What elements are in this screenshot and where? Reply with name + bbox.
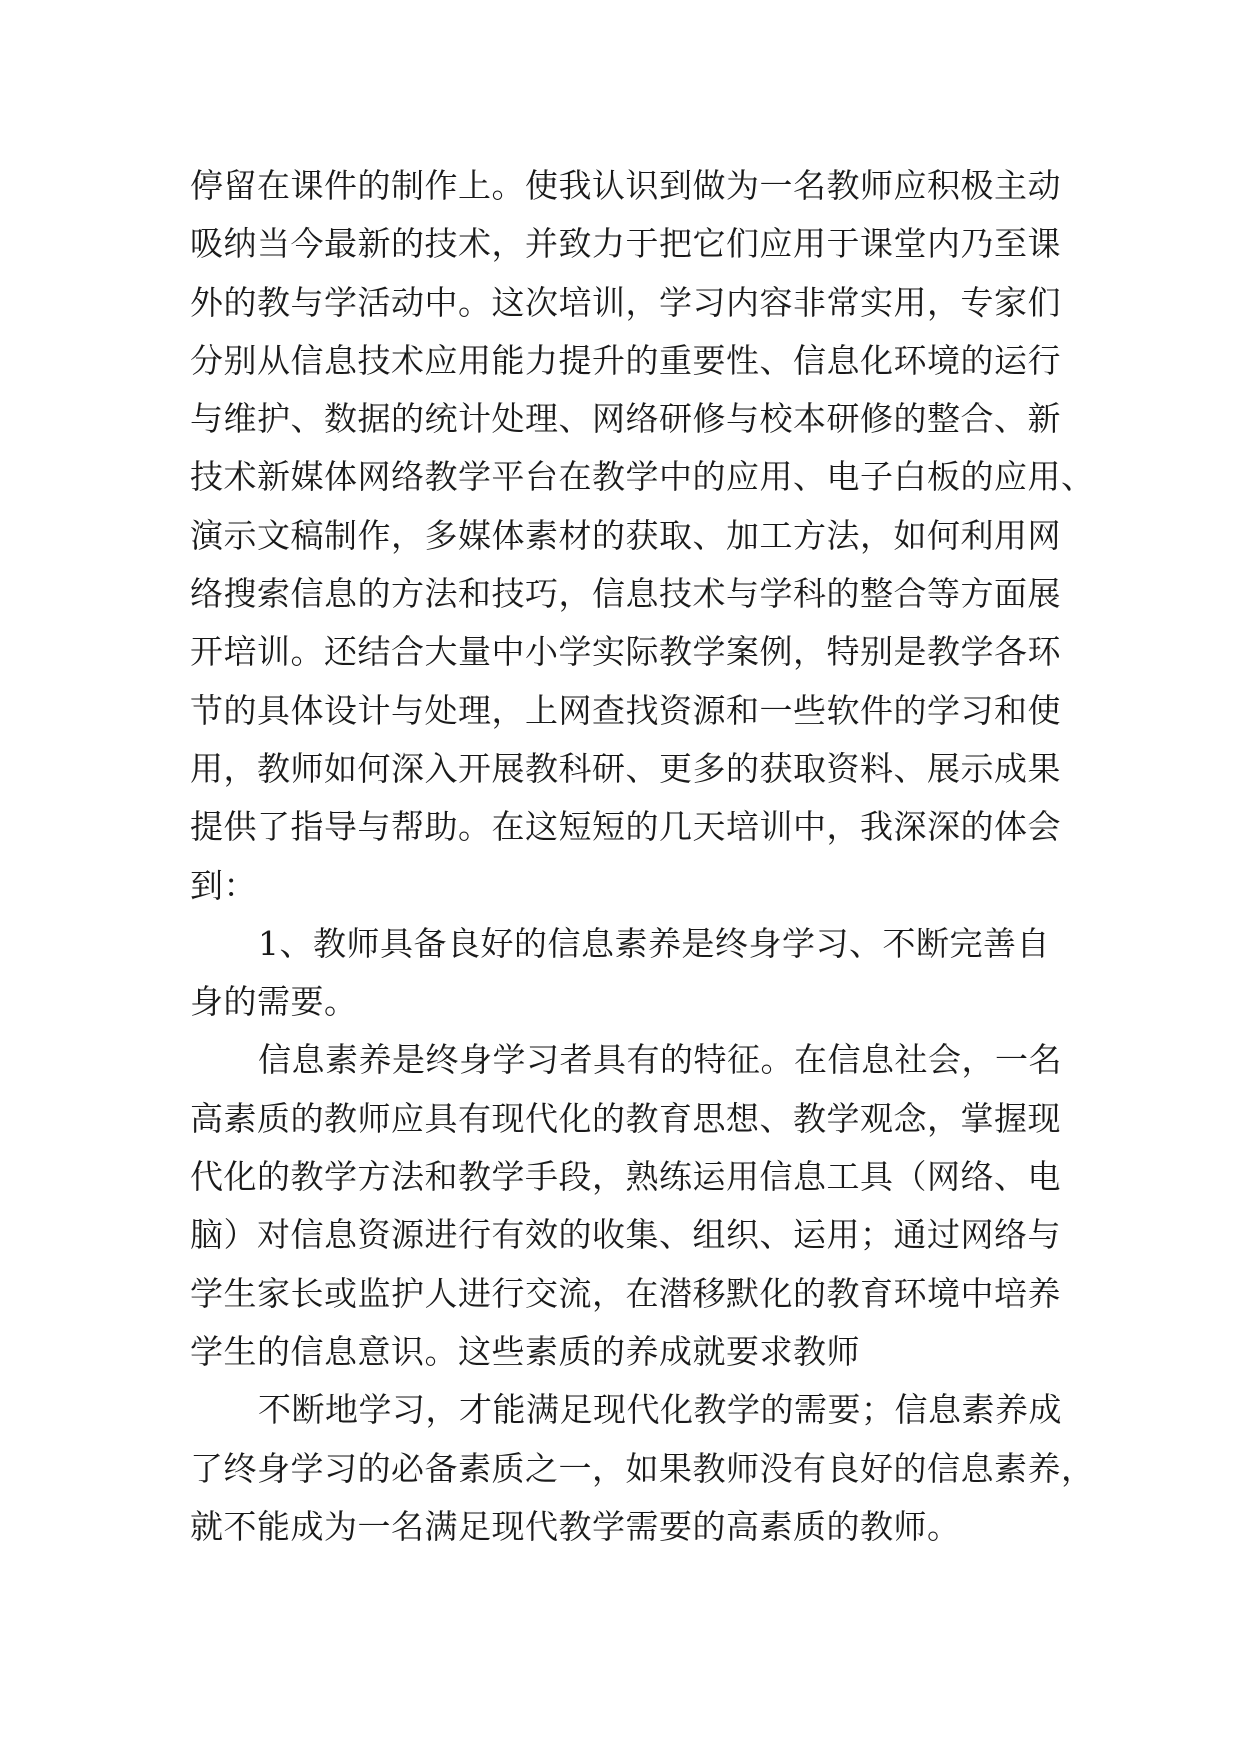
text-line: 提供了指导与帮助。在这短短的几天培训中，我深深的体会 [190, 807, 1061, 847]
text-line: 到： [190, 865, 257, 905]
text-line: 络搜索信息的方法和技巧，信息技术与学科的整合等方面展 [190, 574, 1061, 614]
text-line: 停留在课件的制作上。使我认识到做为一名教师应积极主动 [190, 166, 1061, 205]
text-line: 不断地学习，才能满足现代化教学的需要；信息素养成 [258, 1390, 1062, 1430]
text-line: 技术新媒体网络教学平台在教学中的应用、电子白板的应用、 [190, 457, 1095, 497]
text-line: 外的教与学活动中。这次培训，学习内容非常实用，专家们 [190, 282, 1061, 322]
text-line: 与维护、数据的统计处理、网络研修与校本研修的整合、新 [190, 399, 1061, 439]
text-line: 脑）对信息资源进行有效的收集、组织、运用；通过网络与 [190, 1215, 1061, 1255]
text-line: 吸纳当今最新的技术，并致力于把它们应用于课堂内乃至课 [190, 224, 1061, 264]
text-line: 节的具体设计与处理，上网查找资源和一些软件的学习和使 [190, 690, 1061, 730]
text-line: 分别从信息技术应用能力提升的重要性、信息化环境的运行 [190, 340, 1061, 380]
text-line: 就不能成为一名满足现代教学需要的高素质的教师。 [190, 1506, 961, 1546]
text-line: 学生的信息意识。这些素质的养成就要求教师 [190, 1331, 860, 1371]
text-line: 开培训。还结合大量中小学实际教学案例，特别是教学各环 [190, 632, 1061, 672]
text-line: 信息素养是终身学习者具有的特征。在信息社会，一名 [258, 1040, 1062, 1080]
text-line: 代化的教学方法和教学手段，熟练运用信息工具（网络、电 [190, 1157, 1061, 1197]
text-line: 了终身学习的必备素质之一，如果教师没有良好的信息素养， [190, 1448, 1095, 1488]
text-line: 身的需要。 [190, 982, 358, 1022]
text-line: 高素质的教师应具有现代化的教育思想、教学观念，掌握现 [190, 1098, 1061, 1138]
text-line: 学生家长或监护人进行交流，在潜移默化的教育环境中培养 [190, 1273, 1061, 1313]
text-line: 1、教师具备良好的信息素养是终身学习、不断完善自 [258, 923, 1050, 963]
text-line: 用，教师如何深入开展教科研、更多的获取资料、展示成果 [190, 748, 1061, 788]
text-line: 演示文稿制作，多媒体素材的获取、加工方法，如何利用网 [190, 515, 1061, 555]
body-text [190, 157, 1095, 1556]
